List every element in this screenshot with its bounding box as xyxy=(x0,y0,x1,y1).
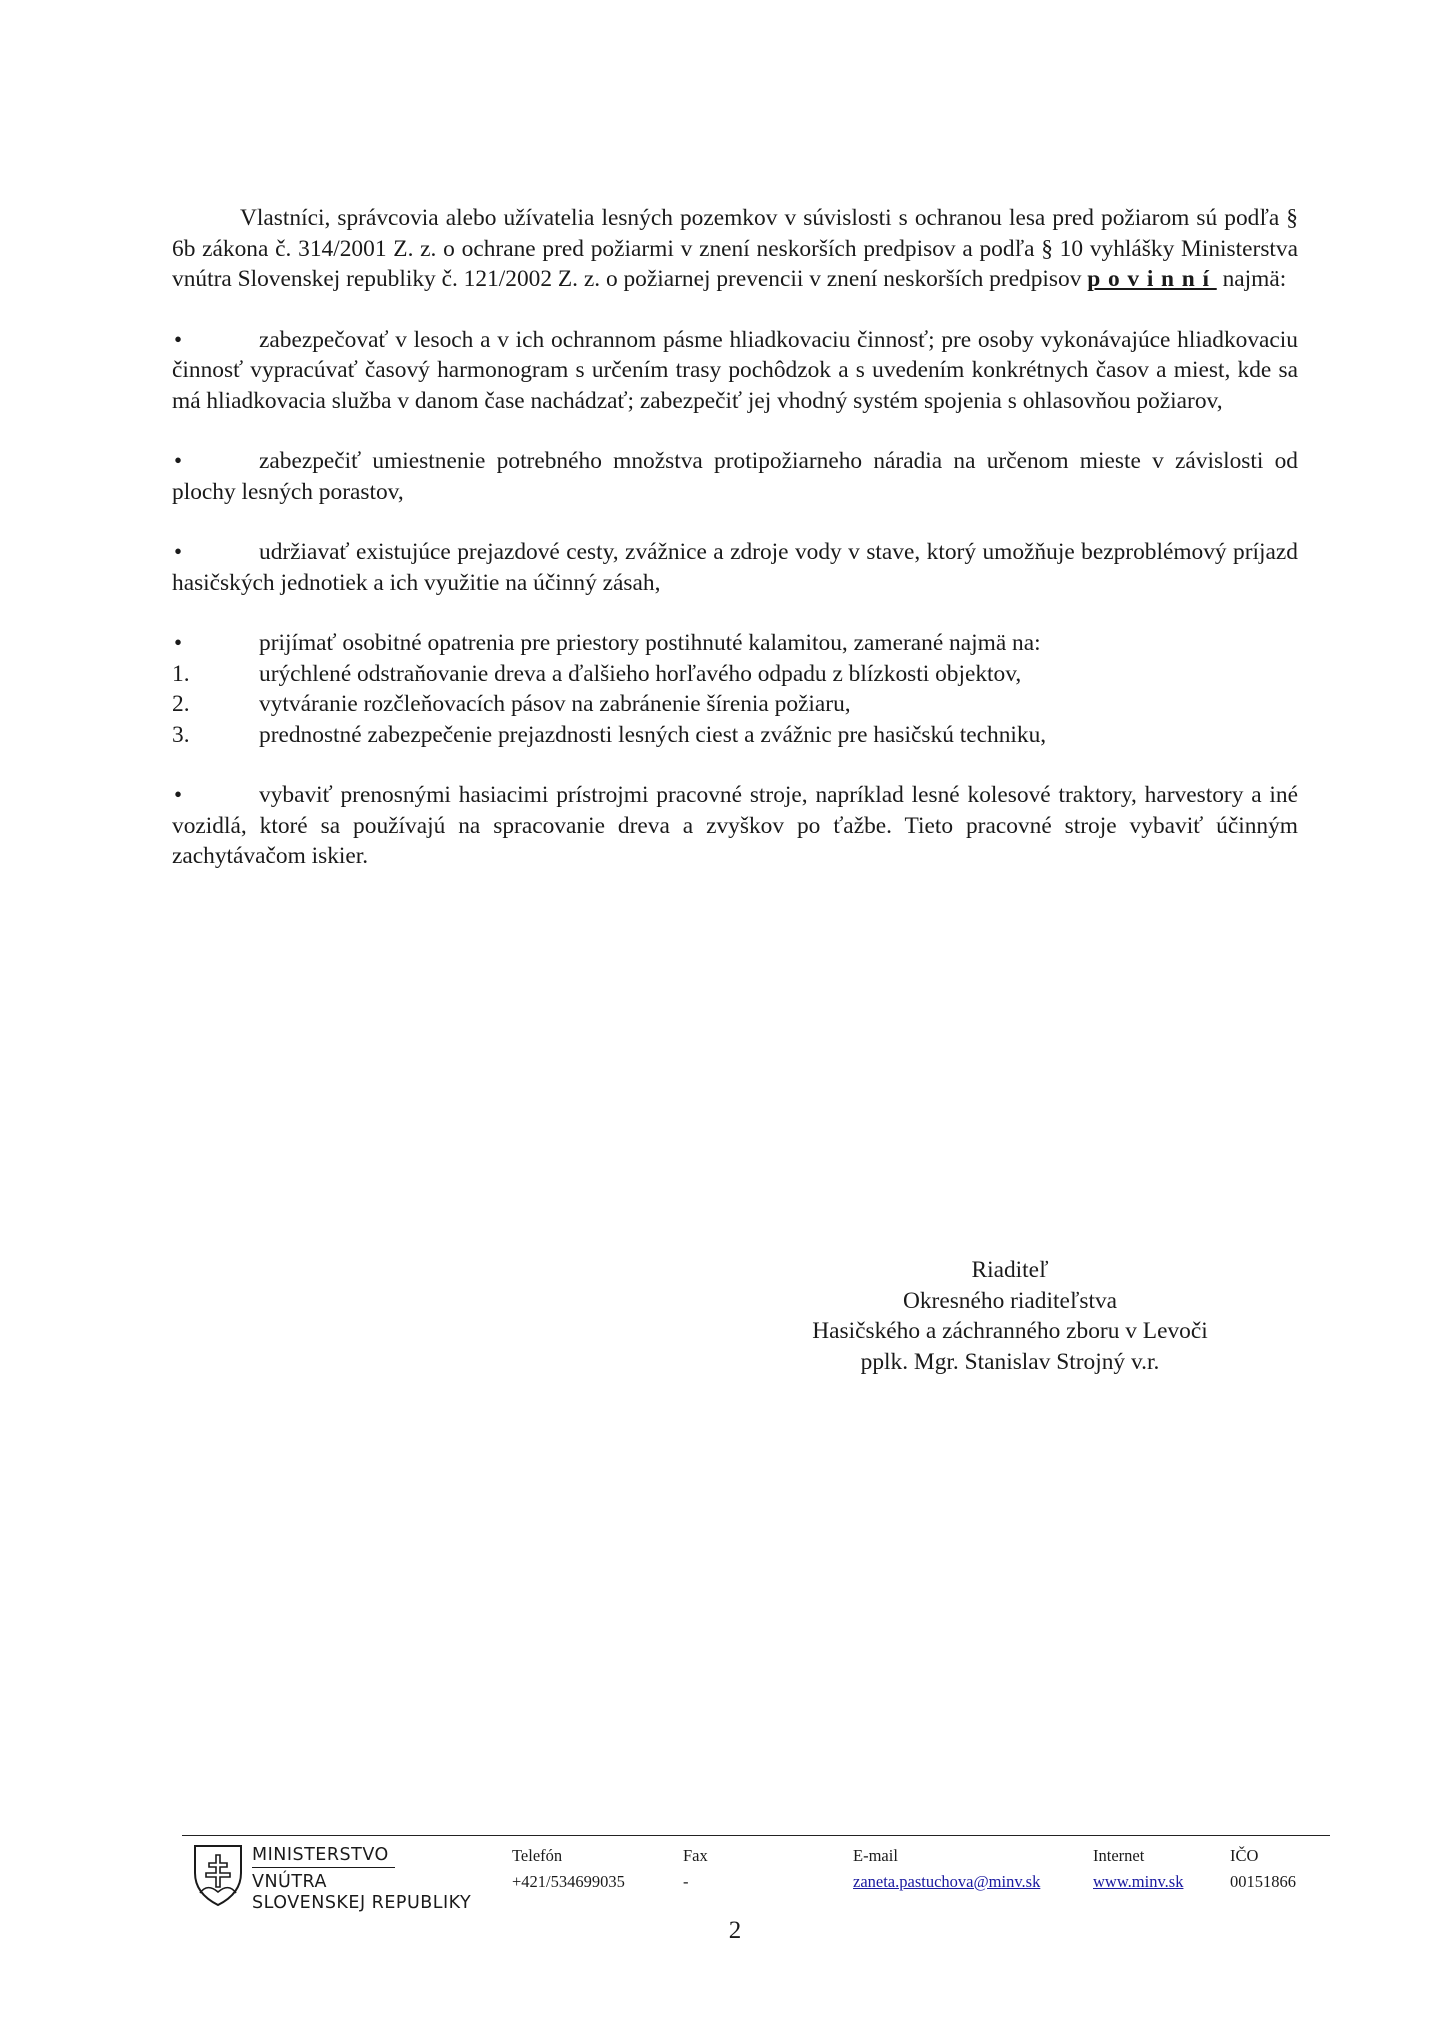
bullet-paragraph-1 xyxy=(172,325,1298,417)
list-item xyxy=(172,689,1298,720)
list-item-text: urýchlené odstraňovanie dreva a ďalšieho horľavého odpadu z blízkosti objektov, xyxy=(259,660,1022,687)
logo-line-interior: VNÚTRA xyxy=(252,1872,327,1892)
list-item-number: 1. xyxy=(172,660,190,687)
coat-of-arms-icon xyxy=(192,1843,244,1907)
footer-internet xyxy=(1093,1843,1183,1895)
email-link[interactable]: zaneta.pastuchova@minv.sk xyxy=(853,1872,1041,1891)
intro-paragraph xyxy=(172,203,1298,295)
list-item-number: 3. xyxy=(172,721,190,748)
bullet-paragraph-5 xyxy=(172,780,1298,872)
intro-text: Vlastníci, správcovia alebo užívatelia lesných pozemkov v súvislosti s ochranou lesa pred požiarom sú podľa § 6b zákona č. 314/2001 Z. z. o ochrane pred požiarmi v znení neskorších predpisov a podľa § 10 vyhlášky Ministerstva vnútra Slovenskej republiky č. 121/2002 Z. z. o požiarnej prevencii v znení neskorších predpisov xyxy=(172,205,1298,292)
fax-value: - xyxy=(683,1872,689,1891)
list-item-text: vytváranie rozčleňovacích pásov na zabránenie šírenia požiaru, xyxy=(259,691,851,717)
signature-block xyxy=(760,1255,1260,1377)
list-item xyxy=(172,720,1298,751)
phone-value: +421/534699035 xyxy=(512,1872,625,1891)
bullet-paragraph-2 xyxy=(172,446,1298,507)
bullet-icon: • xyxy=(174,539,183,564)
bullet-text-5: vybaviť prenosnými hasiacimi prístrojmi pracovné stroje, napríklad lesné kolesové traktory, harvestory a iné vozidlá, ktoré sa používajú na spracovanie dreva a zvyškov po ťažbe. Tieto pracovné stroje vybaviť účinným zachytávačom iskier. xyxy=(172,782,1298,869)
email-label: E-mail xyxy=(853,1846,898,1865)
ico-label: IČO xyxy=(1230,1846,1259,1865)
intro-end: najmä: xyxy=(1222,266,1287,292)
footer-divider xyxy=(182,1835,1330,1836)
bullet-text-2: zabezpečiť umiestnenie potrebného množstva protipožiarneho náradia na určenom mieste v závislosti od plochy lesných porastov, xyxy=(172,448,1298,505)
ico-value: 00151866 xyxy=(1230,1872,1296,1891)
logo-line-ministry: MINISTERSTVO xyxy=(252,1845,395,1868)
bullet-text-1: zabezpečovať v lesoch a v ich ochrannom pásme hliadkovaciu činnosť; pre osoby vykonávajúce hliadkovaciu činnosť vypracúvať časový harmonogram s určením trasy pochôdzok a s uvedením konkrétnych časov a miest, kde sa má hliadkovacia služba v danom čase nachádzať; zabezpečiť jej vhodný systém spojenia s ohlasovňou požiarov, xyxy=(172,326,1298,414)
bullet-icon: • xyxy=(174,448,183,473)
internet-label: Internet xyxy=(1093,1846,1145,1865)
fax-label: Fax xyxy=(683,1846,708,1865)
footer-fax xyxy=(683,1843,708,1895)
logo-line-republic: SLOVENSKEJ REPUBLIKY xyxy=(252,1893,472,1913)
bullet-text-4: prijímať osobitné opatrenia pre priestory postihnuté kalamitou, zamerané najmä na: xyxy=(259,630,1041,656)
bullet-text-3: udržiavať existujúce prejazdové cesty, zvážnice a zdroje vody v stave, ktorý umožňuje bezproblémový príjazd hasičských jednotiek a ich využitie na účinný zásah, xyxy=(172,539,1298,596)
website-link[interactable]: www.minv.sk xyxy=(1093,1872,1184,1891)
intro-emphasis: povinní xyxy=(1087,266,1217,292)
document-body xyxy=(172,203,1298,902)
bullet-icon: • xyxy=(174,326,183,352)
signature-office: Okresného riaditeľstva xyxy=(902,1287,1118,1314)
bullet-icon: • xyxy=(174,782,183,807)
bullet-paragraph-4 xyxy=(172,628,1298,659)
signature-name: pplk. Mgr. Stanislav Strojný v.r. xyxy=(860,1348,1160,1375)
list-item-number: 2. xyxy=(172,691,190,717)
signature-title: Riaditeľ xyxy=(971,1257,1049,1283)
list-item-text: prednostné zabezpečenie prejazdnosti lesných ciest a zvážnic pre hasičskú techniku, xyxy=(259,721,1047,748)
bullet-icon: • xyxy=(174,630,183,655)
bullet-paragraph-3 xyxy=(172,537,1298,598)
ministry-logo xyxy=(192,1843,492,1913)
signature-organization: Hasičského a záchranného zboru v Levoči xyxy=(812,1318,1208,1344)
footer-ico xyxy=(1230,1843,1296,1895)
logo-wordmark xyxy=(252,1845,471,1914)
page-number: 2 xyxy=(728,1917,742,1944)
phone-label: Telefón xyxy=(512,1846,563,1865)
footer-email xyxy=(853,1843,1040,1895)
list-item xyxy=(172,659,1298,690)
numbered-list xyxy=(172,659,1298,751)
footer-phone xyxy=(512,1843,625,1895)
